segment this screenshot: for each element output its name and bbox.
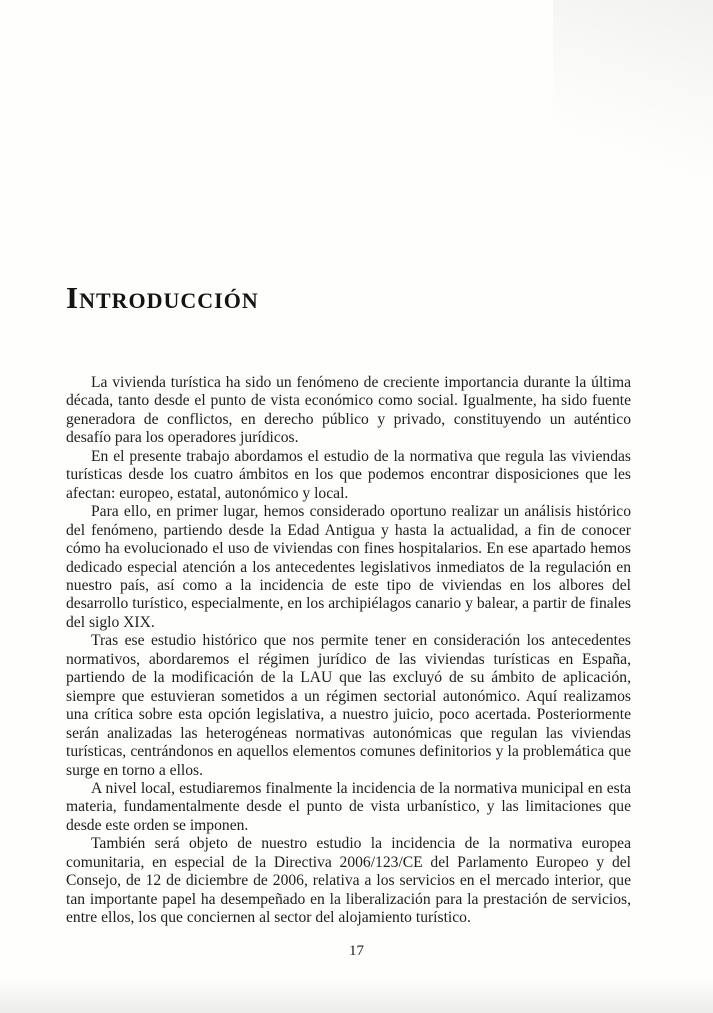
chapter-title: Introducción	[66, 280, 259, 315]
chapter-body	[66, 374, 631, 928]
scan-edge-shadow	[0, 979, 713, 1013]
paragraph-4: Tras ese estudio histórico que nos permite tener en consideración los antecedentes normativos, abordaremos el régimen jurídico de las viviendas turísticas en España, partiendo de la modificación de la LAU que las excluyó de su ámbito de aplicación, siempre que estuvieran sometidos a un régimen sectorial autonómico. Aquí realizamos una crítica sobre esta opción legislativa, a nuestro juicio, poco acertada. Posteriormente serán analizadas las heterogéneas normativas autonómicas que regulan las viviendas turísticas, centrándonos en aquellos elementos comunes definitorios y la problemática que surge en torno a ellos.	[66, 632, 631, 779]
show-through-shadow	[553, 0, 713, 200]
paragraph-3: Para ello, en primer lugar, hemos considerado oportuno realizar un análisis histórico del fenómeno, partiendo desde la Edad Antigua y hasta la actualidad, a fin de conocer cómo ha evolucionado el uso de viviendas con fines hospitalarios. En ese apartado hemos dedicado especial atención a los antecedentes legislativos inmediatos de la regulación en nuestro país, así como a la incidencia de este tipo de viviendas en los albores del desarrollo turístico, especialmente, en los archipiélagos canario y balear, a partir de finales del siglo XIX.	[66, 503, 631, 631]
paragraph-2: En el presente trabajo abordamos el estudio de la normativa que regula las viviendas turísticas desde los cuatro ámbitos en los que podemos encontrar disposiciones que les afectan: europeo, estatal, autonómico y local.	[66, 447, 631, 502]
paragraph-5: A nivel local, estudiaremos finalmente la incidencia de la normativa municipal en esta materia, fundamentalmente desde el punto de vista urbanístico, y las limitaciones que desde este orden se imponen.	[66, 779, 631, 834]
paragraph-6: También será objeto de nuestro estudio la incidencia de la normativa europea comunitaria, en especial de la Directiva 2006/123/CE del Parlamento Europeo y del Consejo, de 12 de diciembre de 2006, relativa a los servicios en el mercado interior, que tan importante papel ha desempeñado en la liberalización para la prestación de servicios, entre ellos, los que conciernen al sector del alojamiento turístico.	[66, 835, 631, 927]
paragraph-1: La vivienda turística ha sido un fenómeno de creciente importancia durante la última década, tanto desde el punto de vista económico como social. Igualmente, ha sido fuente generadora de conflictos, en derecho público y privado, constituyendo un auténtico desafío para los operadores jurídicos.	[66, 374, 631, 447]
page-number: 17	[349, 943, 364, 959]
